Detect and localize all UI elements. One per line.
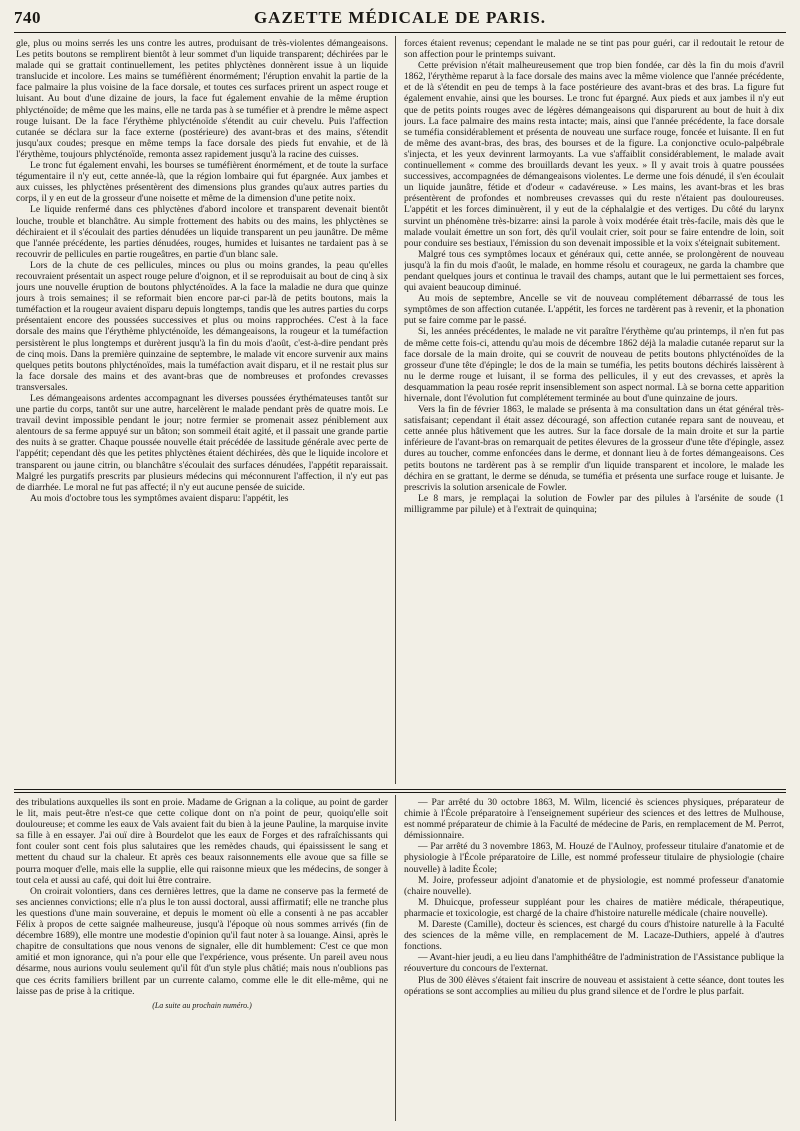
page-number: 740 <box>14 8 41 27</box>
feuilleton-separator <box>14 789 786 793</box>
news-item: — Par arrêté du 30 octobre 1863, M. Wilm, licencié ès sciences physiques, préparateur de chimie à l'École préparatoire à l'enseignement supérieur des sciences et des lettres de Mulhouse, est nommé préparateur de chimie à la Faculté de médecine de Paris, en remplacement de M. Perrot, démissionnaire. <box>404 797 784 842</box>
article-paragraph: Les démangeaisons ardentes accompagnant les diverses poussées érythémateuses tantôt sur une partie du corps, tantôt sur une autre, harcelèrent le malade pendant près de quatre mois. Le travail devint impossible pendant le jour; notre fermier se promenait assez péniblement aux alentours de sa ferme appuyé sur un bâton; son sommeil était agité, et il passait une grande partie des nuits à se gratter. Chaque poussée nouvelle était précédée de lassitude générale avec perte de l'appétit; cependant dès que les petites phlyctènes étaient déchirées, dès que le liquide incolore et transparent ou jaune citrin, ou blanchâtre s'écoulait des surfaces dénudées, l'appétit reparaissait. Malgré les purgatifs prescrits par plusieurs médecins qui méconnurent l'affection, il n'y eut pas de diarrhée. Le moral ne fut pas affecté; il n'y eut aucune pensée de suicide. <box>16 393 388 493</box>
article-paragraph: Le 8 mars, je remplaçai la solution de Fowler par des pilules à l'arsénite de soude (1 milligramme par pilule) et à l'extrait de quinquina; <box>404 492 784 515</box>
article-paragraph: Cette prévision n'était malheureusement que trop bien fondée, car dès la fin du mois d'avril 1862, l'érythème reparut à la face dorsale des mains avec la même violence que l'année précédente, et de là s'étendit en peu de temps à la face postérieure des avant-bras et des bras. La figure fut également envahie, ainsi que les bourses. Le tronc fut épargné. Aux pieds et aux jambes il n'y eut que de petits points rouges avec de légères démangeaisons qui disparurent au bout de huit à dix jours. La face palmaire des mains resta intacte; mais, ainsi que l'année précédente, la face dorsale se tuméfia considérablement et présenta de nouveau une surface rouge, foncée et luisante. Il en fut de même des avant-bras, des bras, des bourses et de la figure. La conjonctive oculo-palpébrale s'injecta, et les yeux devinrent larmoyants. La vue s'affaiblit considérablement, le malade avait continuellement « comme des brouillards devant les yeux. » Il y avait trois à quatre poussées successives, accompagnées de démangeaisons violentes. Le derme une fois dénudé, il s'en écoulait un liquide jaunâtre, fétide et d'odeur « cadavéreuse. » Les mains, les avant-bras et les bras présentèrent de profondes et nombreuses crevasses qui du reste n'étaient pas douloureuses. L'appétit et les forces diminuèrent, il y eut de la céphalalgie et des vertiges. Du côté du larynx survint un phénomène très-bizarre: ainsi la parole à voix modérée était très-facile, mais dès que le malade voulait émettre un son fort, dès qu'il voulait crier, soit pour se faire entendre de loin, soit pour conduire ses bestiaux, l'émission du son devenait impossible et la voix s'éteignait subitement. <box>404 60 784 249</box>
news-item: — Par arrêté du 3 novembre 1863, M. Houzé de l'Aulnoy, professeur titulaire d'anatomie et de physiologie à l'École préparatoire de Lille, est nommé professeur titulaire de physiologie (chaire nouvelle) à ladite École; <box>404 841 784 875</box>
article-paragraph: Lors de la chute de ces pellicules, minces ou plus ou moins grandes, la peau qu'elles recouvraient présentait un aspect rouge pelure d'oignon, et il se reproduisait au bout de cinq à six jours une nouvelle éruption de boutons phlycténoïdes. A la face la maladie ne dura que quinze jours à trois semaines; il se reformait bien encore par-ci par-là de petits boutons, mais la tuméfaction et la rougeur avaient disparu depuis longtemps, tandis que les autres parties du corps présentaient encore des poussées successives et plus ou moins rapprochées. C'est à la face dorsale des mains que l'érythème phlycténoïde, les démangeaisons, la rougeur et la tuméfaction persistèrent le plus longtemps et durèrent jusqu'à la fin du mois d'août, c'est-à-dire pendant près de cinq mois. Dans la première quinzaine de septembre, le malade vit encore survenir aux mains quelques petits boutons phlycténoïdes, mais la tuméfaction avait disparu, et il ne restait plus sur la face dorsale des mains et des avant-bras que de nombreuses et profondes crevasses transversales. <box>16 259 388 393</box>
news-item: M. Dareste (Camille), docteur ès sciences, est chargé du cours d'histoire naturelle à la Faculté des sciences de la même ville, en remplacement de M. Lacaze-Duthiers, appelé à d'autres fonctions. <box>404 919 784 953</box>
article-paragraph: Au mois de septembre, Ancelle se vit de nouveau complétement débarrassé de tous les symptômes de son affection cutanée. L'appétit, les forces ne tardèrent pas à revenir, et la phonation put se faire comme par le passé. <box>404 293 784 327</box>
page-header <box>14 4 786 33</box>
continuation-note: (La suite au prochain numéro.) <box>152 1000 252 1010</box>
article-paragraph: Au mois d'octobre tous les symptômes avaient disparu: l'appétit, les <box>30 492 289 504</box>
article-paragraph: forces étaient revenus; cependant le malade ne se tint pas pour guéri, car il redoutait le retour de son affection pour le printemps suivant. <box>404 38 784 61</box>
article-paragraph: Vers la fin de février 1863, le malade se présenta à ma consultation dans un état général très-satisfaisant; cependant il était assez découragé, son affection cutanée repara sant de nouveau, et cette année plus hâtivement que les autres. Sur la face dorsale de la main droite et sur la partie inférieure de l'avant-bras on remarquait de petites élevures de la grosseur d'une tête d'épingle, assez dures au toucher, comme enfoncées dans le derme, et donnant lieu à de fortes démangeaisons. Ces petits boutons ne tardèrent pas à se remplir d'un liquide transparent et incolore, le malade les déchira en se grattant, le derme se dénuda, se tuméfia et présenta une surface rouge et luisante. Je prescrivis la solution arsenicale de Fowler. <box>404 404 784 493</box>
article-paragraph: Malgré tous ces symptômes locaux et généraux qui, cette année, se prolongèrent de nouveau jusqu'à la fin du mois d'août, le malade, en homme résolu et courageux, ne garda la chambre que pendant quelques jours et continua le travail des champs, autant que le lui permettaient ses forces, qui avaient beaucoup diminué. <box>404 248 784 294</box>
article-paragraph: Si, les années précédentes, le malade ne vit paraître l'érythème qu'au printemps, il n'en fut pas de même cette fois-ci, attendu qu'au mois de décembre 1862 déjà la maladie cutanée reparut sur la face dorsale de la main droite, qui se couvrit de nouveau de petits boutons phlycténoïdes de la grosseur d'une tête d'épingle; le dos de la main se tuméfia, les petits boutons déchirés laissèrent à nu le derme rouge et luisant, il se forma des pellicules, il y eut des crevasses, et après la desquammation la peau rosée reprit insensiblement son aspect normal. Là se borna cette apparition hivernale, dont l'évolution fut complétement terminée au bout d'une quinzaine de jours. <box>404 326 784 404</box>
news-item: Plus de 300 élèves s'étaient fait inscrire de nouveau et assistaient à cette séance, dont toutes les opérations se sont accomplies au milieu du plus grand silence et de l'ordre le plus parfait. <box>404 974 784 997</box>
column-divider <box>395 36 396 784</box>
news-column-right <box>404 797 784 1115</box>
article-column-left <box>16 38 388 780</box>
news-item: M. Joire, professeur adjoint d'anatomie et de physiologie, est nommé professeur d'anatomie (chaire nouvelle). <box>404 874 784 897</box>
article-paragraph: Le liquide renfermé dans ces phlyctènes d'abord incolore et transparent devenait bientôt louche, trouble et blanchâtre. Au simple frottement des habits ou des mains, les phlyctènes se déchiraient et il s'écoulait des parties dénudées un liquide transparent un peu jaunâtre. De même que l'année précédente, les parties dénudées, rouges, humides et luisantes ne tardaient pas à se recouvrir de pellicules en partie rougeâtres, en partie d'un blanc sale. <box>16 204 388 260</box>
article-paragraph: gle, plus ou moins serrés les uns contre les autres, produisant de très-violentes démangeaisons. Les petits boutons se remplirent bientôt à leur sommet d'un liquide transparent; déchirées par le malade qui se grattait continuellement, les petites phlyctènes donnèrent issue à un liquide translucide et incolore. Les mains se tuméfièrent énormément; l'éruption envahit la partie de la face palmaire la plus voisine de la face dorsale, et toutes ces surfaces prirent un aspect rouge et luisant. Au bout d'une dizaine de jours, la face fut également envahie de la même éruption phlycténoïde; de même que les mains, elle ne tarda pas à se tuméfier et à prendre le même aspect rouge luisant. De la face l'érythème phlycténoïde s'étendit au cuir chevelu. Puis l'affection cutanée se déclara sur la face externe (postérieure) des avant-bras et des mains, s'étendit jusqu'aux coudes; presque en même temps la face dorsale des pieds fut envahie, et de là l'érythème, toujours phlycténoïde, remonta assez rapidement jusqu'à la racine des cuisses. <box>16 38 388 160</box>
news-item: — Avant-hier jeudi, a eu lieu dans l'amphithéâtre de l'administration de l'Assistance publique la réouverture du concours de l'externat. <box>404 952 784 975</box>
news-item: M. Dhuicque, professeur suppléant pour les chaires de matière médicale, thérapeutique, pharmacie et toxicologie, est chargé de la chaire d'histoire naturelle médicale (chaire nouvelle). <box>404 896 784 919</box>
feuilleton-column-left <box>16 797 388 1115</box>
journal-title: GAZETTE MÉDICALE DE PARIS. <box>253 8 547 27</box>
feuilleton-paragraph: On croirait volontiers, dans ces dernières lettres, que la dame ne conserve pas la fermeté de ses anciennes convictions; elle n'a plus le ton aussi doctoral, aussi affirmatif; elle ne tranche plus les questions d'une main souveraine, et depuis le moment où elle a consenti à ne pas accabler Félix à propos de cette saignée malheureuse, jusqu'à l'époque où nous sommes arrivés (fin de décembre 1689), elle montre une modestie d'opinion qu'il faut noter à sa louange. Ainsi, après le chapitre de consultations que nous venons de signaler, elle dit humblement: C'est ce que mon amitié et mon ignorance, qui n'a pour elle que l'expérience, vous présente. Un pareil aveu nous désarme, nous aurions voulu seulement qu'il fût d'un style plus châtié; mais nous n'oublions pas que ces écrits familiers brillent par un currente calamo, comme elle le dit elle-même, qui ne laisse pas de prise à la critique. <box>16 885 388 997</box>
article-paragraph: Le tronc fut également envahi, les bourses se tuméfièrent énormément, et de toute la surface tégumentaire il n'y eut, cette année-là, que la région lombaire qui fut épargnée. Aux jambes et aux cuisses, les phlyctènes présentèrent des dimensions plus grandes qu'aux autres parties du corps, il y en eut de la grosseur d'une noisette et même de la dimension d'une petite noix. <box>16 160 388 205</box>
feuilleton-paragraph: des tribulations auxquelles ils sont en proie. Madame de Grignan a la colique, au point de garder le lit, mais peut-être n'est-ce que cette colique dont on n'a point de peur, quoiqu'elle soit douloureuse; et comme les eaux de Vals avaient fait du bien à la jeune Pauline, la marquise invite sa fille à en essayer. J'ai ouï dire à Bourdelot que les eaux de Forges et des rafraîchissants qui font couler sont cent fois plus salutaires que les remèdes chauds, qui épaississent le sang et mettent du chaud sur la chaleur. Et après ces beaux raisonnements elle avoue que sa fille se pourra moquer d'elle, mais elle la supplie, elle qui raisonne mieux que les médecins, de songer à tout cela et aussi au café, qui doit lui être contraire. <box>16 797 388 886</box>
article-column-right <box>404 38 784 780</box>
feuilleton-divider <box>395 795 396 1121</box>
